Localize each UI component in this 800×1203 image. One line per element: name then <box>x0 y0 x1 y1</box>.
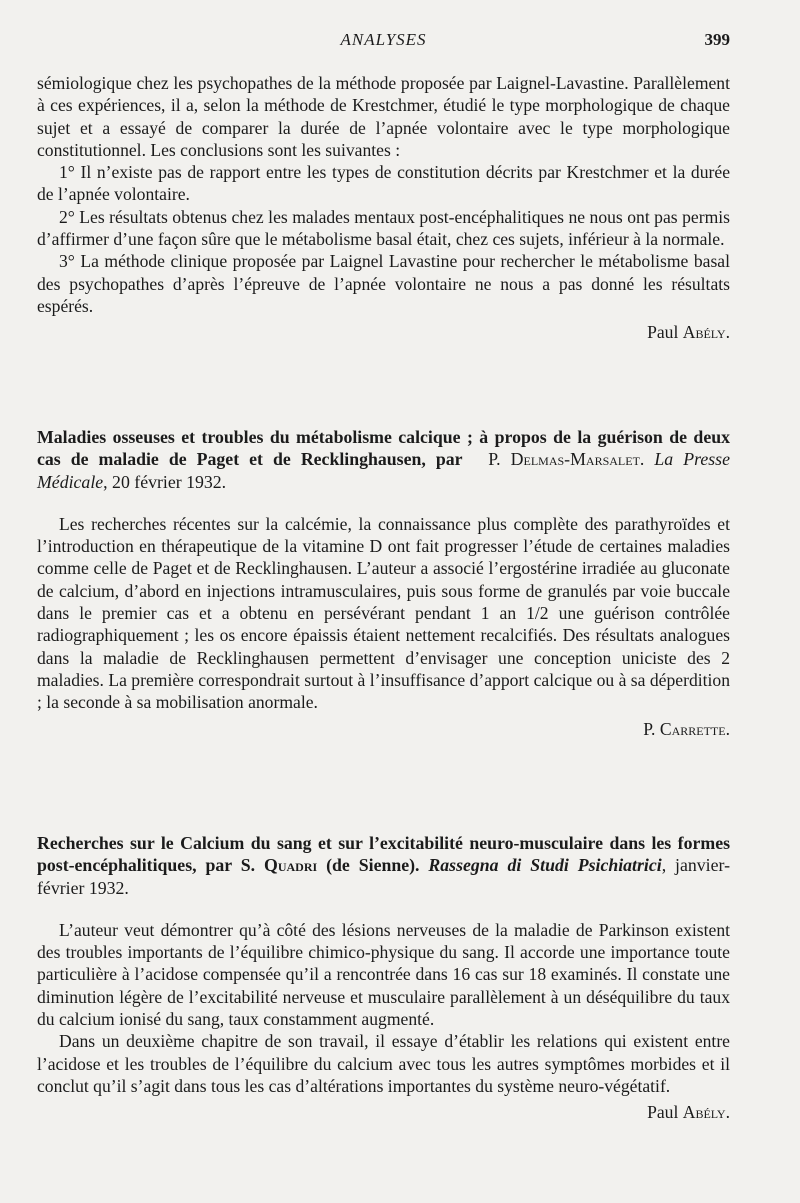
article2-date: , 20 février 1932. <box>103 471 227 492</box>
article3-journal: Rassegna di Studi Psichiatrici <box>428 855 662 876</box>
running-title: ANALYSES <box>340 30 427 49</box>
article2-body: Les recherches récentes sur la calcémie, la connaissance plus complète des parathyroïdes et l’introduction en thérapeutique de la vitamine D ont fait progresser l’étude de certaines maladies comme celle de Paget et de Recklinghausen. L’auteur a associé l’ergostérine irradiée au gluconate de calcium, d’abord en injections intramusculaires, puis sous forme de granulés par voie buccale dans le premier cas et a obtenu en persévérant pendant 1 an 1/2 une guérison contrôlée radiographiquement ; les os encore épaissis étaient nettement recalcifiés. Des résultats analogues dans la maladie de Recklinghausen permettent d’envisager une conception uniciste des 2 maladies. La première correspondrait surtout à l’insuffisance d’apport calcique ou à sa déperdition ; la seconde à sa mobilisation anormale. <box>37 513 730 713</box>
article2-title: Maladies osseuses et troubles du métabolisme calcique ; à propos de la guérison de deux cas de maladie de Paget et de Recklinghausen, par P. Delmas-Marsalet. La Presse Médicale, 20 février 1932. <box>37 427 730 492</box>
article3-body-1: L’auteur veut démontrer qu’à côté des lésions nerveuses de la maladie de Parkinson existent des troubles importants de l’équilibre chimico-physique du sang. Il accorde une importance toute particulière à l’acidose compensée qu’il a rencontrée dans 16 cas sur 18 examinés. Il constate une diminution légère de l’excitabilité nerveuse et musculaire parallèlement à un déséquilibre du taux du calcium ionisé du sang, taux constamment augmenté. <box>37 919 730 1030</box>
block1 <box>37 72 730 344</box>
page-number: 399 <box>704 30 730 49</box>
block1-intro: sémiologique chez les psychopathes de la méthode proposée par Laignel-Lavastine. Parallèlement à ces expériences, il a, selon la méthode de Krestchmer, étudié le type morphologique de chaque sujet et a essayé de comparer la durée de l’apnée volontaire avec le type morphologique constitutionnel. Les conclusions sont les suivantes : <box>37 73 730 160</box>
article2-journal: La Presse Médicale <box>37 449 730 492</box>
article2-author: P. Delmas-Marsalet. <box>488 449 645 470</box>
article3-date: , janvier-février 1932. <box>37 855 730 898</box>
article3-place: (de Sienne). <box>317 855 429 876</box>
article3-author: Quadri <box>264 855 318 876</box>
block1-signature: Paul Abély. <box>647 322 730 343</box>
article-2 <box>37 426 730 740</box>
article3-title: Recherches sur le Calcium du sang et sur l’excitabilité neuro-musculaire dans les formes post-encéphalitiques, par S. Quadri (de Sienne). Rassegna di Studi Psichiatrici, janvier-février 1932. <box>37 833 730 898</box>
article3-signature: Paul Abély. <box>647 1102 730 1123</box>
running-header <box>37 30 730 54</box>
article-3 <box>37 832 730 1124</box>
block1-item-1: 1° Il n’existe pas de rapport entre les types de constitution décrits par Krestchmer et la durée de l’apnée volontaire. <box>37 162 730 205</box>
article3-body-2: Dans un deuxième chapitre de son travail, il essaye d’établir les relations qui existent entre l’acidose et les troubles de l’équilibre du calcium avec tous les autres symptômes morbides et il conclut qu’il s’agit dans tous les cas d’altérations importantes du système neuro-végétatif. <box>37 1031 730 1096</box>
block1-item-2: 2° Les résultats obtenus chez les malades mentaux post-encéphalitiques ne nous ont pas permis d’affirmer d’une façon sûre que le métabolisme basal était, chez ces sujets, inférieur à la normale. <box>37 206 730 250</box>
article2-signature: P. Carrette. <box>643 718 730 739</box>
block1-item-3: 3° La méthode clinique proposée par Laignel Lavastine pour rechercher le métabolisme basal des psychopathes d’après l’épreuve de l’apnée volontaire ne nous a pas donné les résultats espérés. <box>37 251 730 316</box>
